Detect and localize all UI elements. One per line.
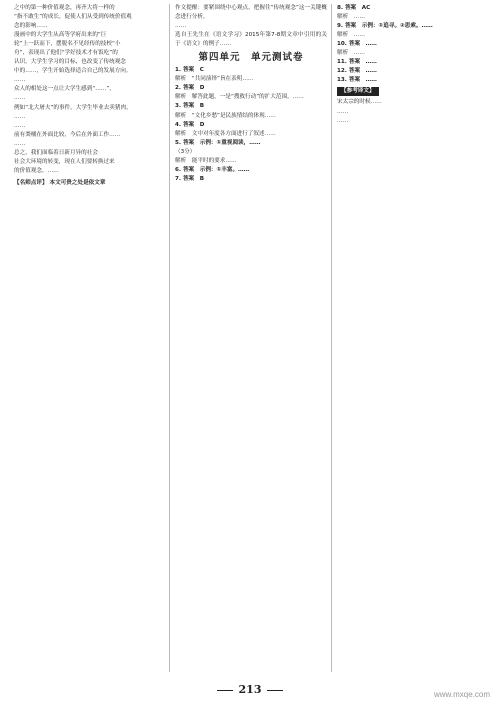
unit-title: 第四单元 单元测试卷 [198,52,304,64]
answer-line: 4. 答案 D [175,121,205,128]
teacher-comment: 【名师点评】 本文可贵之处是依文章 [14,179,106,186]
explanation-line: （3分） [175,148,196,155]
text-line: 念的影响…… [14,23,48,30]
answer-line: 5. 答案 示例：①重视阅读，…… [175,139,261,146]
explanation-line: 解析 能平时的要求…… [175,157,237,164]
answer-line: 10. 答案 …… [337,41,377,48]
answer-line: 3. 答案 B [175,103,205,110]
text-line: …… [14,122,26,129]
text-line: 舟”，表现出了他们“学好技术才有饭吃”的 [14,50,118,57]
text-line: …… [14,77,26,84]
translation-line: …… [337,108,349,115]
translation-line: …… [337,117,349,124]
text-line: 的价值观念，…… [14,167,59,174]
column-divider [331,4,332,672]
explanation-line: 解析 …… [337,50,365,57]
text-line: 社会大环境的转变，现在人们要转换过来 [14,158,115,165]
text-line: 前有粪桶在外面比较，今后在外面工作…… [14,131,121,138]
column-left [14,4,164,188]
text-line: …… [175,23,187,30]
explanation-line: 解析 …… [337,32,365,39]
text-line: 中的……，学生开始选择适合自己的发展方向。 [14,68,132,75]
explanation-line: 解析 解答此题，一是“搜救行动”的扩大范围，…… [175,94,304,101]
watermark: www.mxqe.com [433,690,490,699]
text-line: 例如“北大屠夫”的事件，大学生毕业去卖猪肉， [14,104,132,111]
column-middle [175,4,327,184]
explanation-line: 解析 …… [337,14,365,21]
text-line: 轮”上一跃而下，摆脱名不见经传的技校“小 [14,41,121,48]
explanation-line: 解析 “文化乡愁”是民族情结的体现…… [175,112,276,119]
answer-line: 13. 答案 …… [337,77,377,84]
answer-line: 1. 答案 C [175,67,204,74]
reference-translation-heading: 【参考译文】 [337,87,379,96]
answer-line: 6. 答案 示例：①丰富。…… [175,166,250,173]
text-line: …… [14,95,26,102]
explanation-line: 解析 文中对年度各方面进行了叙述…… [175,130,276,137]
text-line: “指不敢生”的成长，促使人们从受到传统价值观 [14,14,132,21]
text-line: 作文提醒：要紧围绕中心观点，把握住“传统观念”这一关键概念进行分析， [175,5,327,21]
page-number: 213 [0,683,500,696]
text-line: 众人的相处这一点让大学生感到“……”， [14,86,115,93]
answer-line: 11. 答案 …… [337,59,377,66]
column-divider [169,4,170,672]
translation-line: 宋太宗的时候…… [337,99,382,106]
text-line: 之中的第一种价值观念，再齐大将一样的 [14,5,115,11]
text-line: …… [14,140,26,147]
answer-line: 7. 答案 B [175,175,205,182]
answer-line: 12. 答案 …… [337,68,377,75]
text-line: …… [14,113,26,120]
text-line: 漫画中的大学生从高等学府出来的“巨 [14,32,107,39]
text-line: 选自王先生在《语文学习》2015年第7-8期文章中引用的关于《语文》的例子…… [175,32,327,48]
text-line: 总之，我们面临着日新月异的社会 [14,149,98,156]
column-right [337,4,489,126]
answer-line: 9. 答案 示例：①追寻。②思索。…… [337,23,433,30]
answer-line: 2. 答案 D [175,85,205,92]
text-line: 认识。大学生学习的目标，也改变了传统观念 [14,59,126,66]
explanation-line: 解析 “共同演绎”旨在表明…… [175,76,254,83]
answer-line: 8. 答案 AC [337,5,371,11]
